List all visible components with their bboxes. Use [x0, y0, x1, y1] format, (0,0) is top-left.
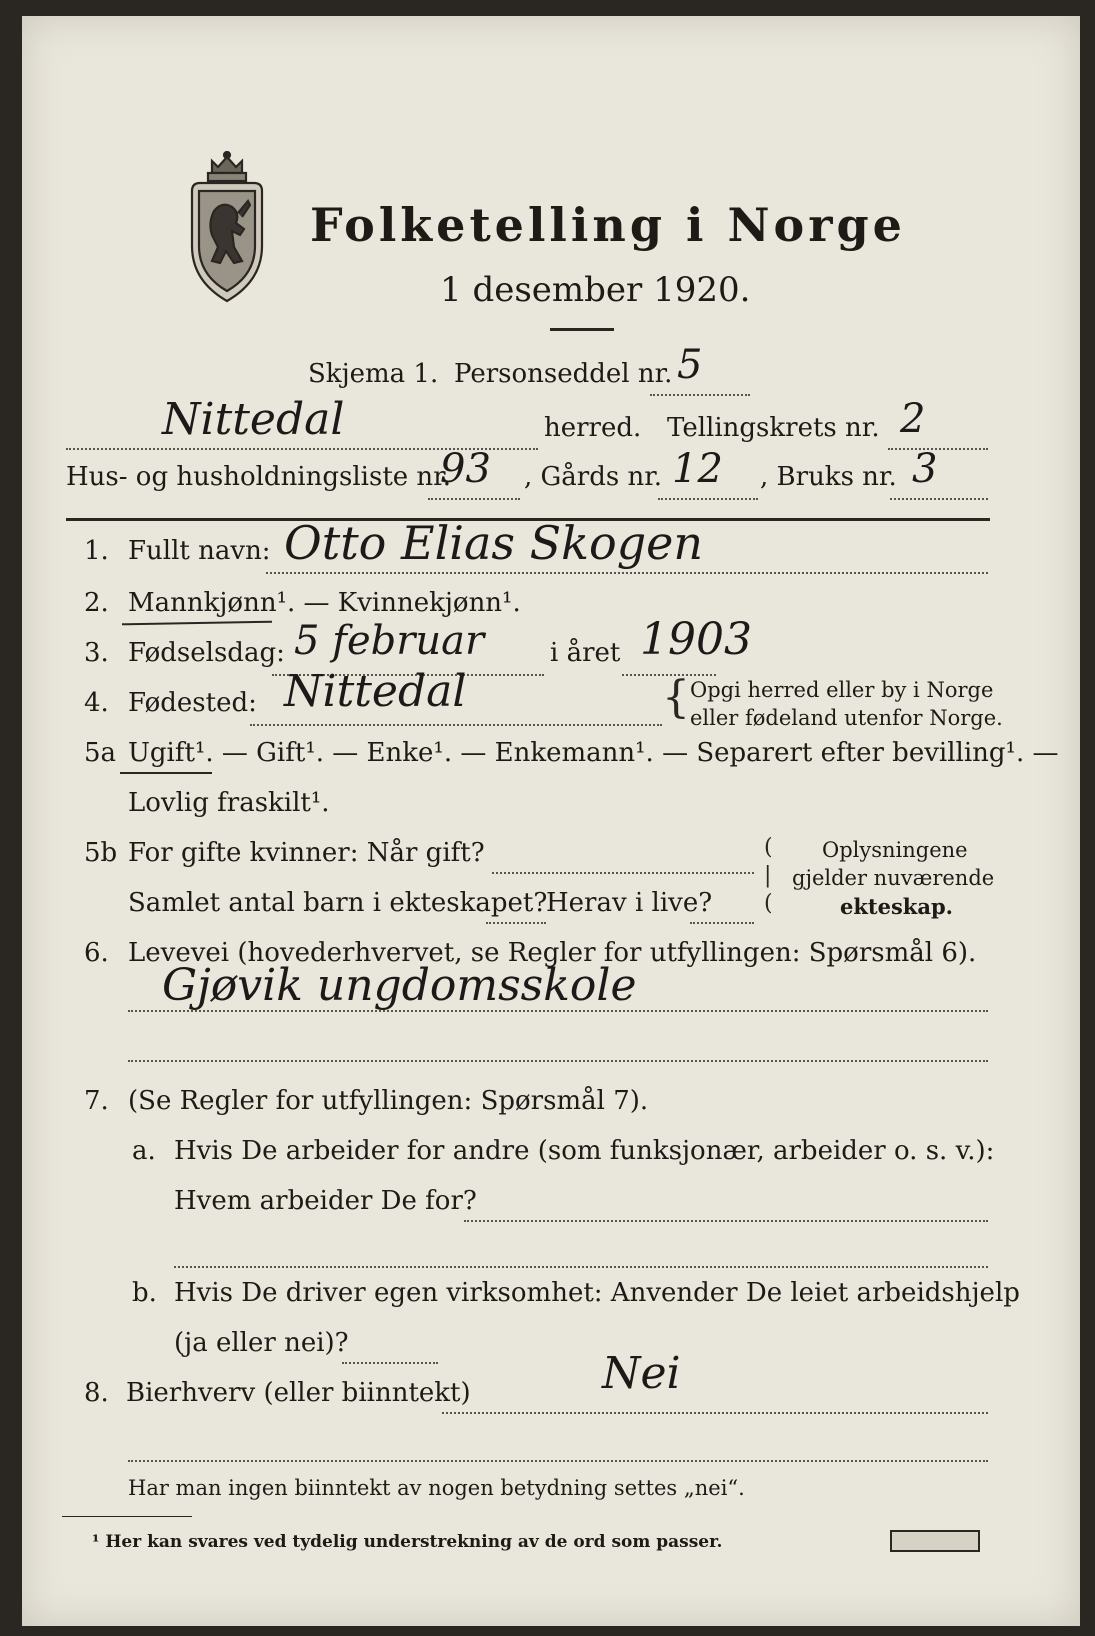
q3-year-label: i året: [550, 638, 621, 668]
gards-value: 12: [672, 446, 723, 492]
q8-number: 8.: [84, 1378, 109, 1408]
q5b-note-line3: ekteskap.: [840, 894, 953, 919]
census-date: 1 desember 1920.: [440, 270, 751, 310]
q1-full-name: Otto Elias Skogen: [284, 516, 704, 570]
q7a-employer-line2: [174, 1266, 988, 1268]
norway-coat-of-arms-icon: [182, 151, 272, 311]
q4-brace: {: [662, 672, 690, 723]
personseddel-label: Personseddel nr.: [454, 359, 673, 389]
q5b-line1: For gifte kvinner: Når gift?: [128, 838, 485, 868]
footnote-divider: [62, 1516, 192, 1517]
q5b-line2b: Herav i live?: [546, 888, 713, 918]
q4-label: Fødested:: [128, 688, 257, 718]
municipality-value: Nittedal: [162, 394, 345, 445]
bruks-label: , Bruks nr.: [760, 462, 897, 492]
personseddel-value: 5: [677, 342, 703, 388]
tellingskrets-label: Tellingskrets nr.: [667, 413, 880, 443]
q5b-note-line2: gjelder nuværende: [792, 866, 995, 890]
tellingskrets-value: 2: [900, 396, 926, 442]
q7a-letter: a.: [132, 1136, 156, 1166]
q5b-married-line: [492, 872, 754, 874]
q1-label: Fullt navn:: [128, 536, 271, 566]
q5b-line2a: Samlet antal barn i ekteskapet?: [128, 888, 548, 918]
q6-label: Levevei (hovederhvervet, se Regler for utfyllingen: Spørsmål 6).: [128, 938, 977, 968]
skjema-label: Skjema 1.: [308, 359, 439, 389]
herred-label: herred.: [544, 413, 642, 443]
q5b-number: 5b: [84, 838, 118, 868]
hus-line: [428, 498, 520, 500]
q5a-line1: Ugift¹. — Gift¹. — Enke¹. — Enkemann¹. — Separert efter bevilling¹. —: [128, 738, 1059, 768]
q7a-line2: Hvem arbeider De for?: [174, 1186, 477, 1216]
q7b-answer-line: [342, 1362, 438, 1364]
q5a-number: 5a: [84, 738, 117, 768]
gards-label: , Gårds nr.: [524, 462, 663, 492]
q5a-underline-ugift: [120, 772, 212, 774]
nei-instruction: Har man ingen biinntekt av nogen betydning settes „nei“.: [128, 1476, 745, 1500]
q6-occupation: Gjøvik ungdomsskole: [162, 960, 637, 1011]
q7b-line1: Hvis De driver egen virksomhet: Anvender De leiet arbeidshjelp: [174, 1278, 1020, 1308]
hus-label: Hus- og husholdningsliste nr.: [66, 462, 452, 492]
q4-number: 4.: [84, 688, 109, 718]
bruks-value: 3: [912, 446, 938, 492]
q8-line1: [442, 1412, 988, 1414]
form-title: Folketelling i Norge: [310, 198, 906, 252]
q5b-alive-line: [690, 922, 754, 924]
q4-line: [250, 724, 662, 726]
q7a-employer-line: [464, 1220, 988, 1222]
q7-number: 7.: [84, 1086, 109, 1116]
q7a-line1: Hvis De arbeider for andre (som funksjonær, arbeider o. s. v.):: [174, 1136, 995, 1166]
q7b-letter: b.: [132, 1278, 157, 1308]
q7-label: (Se Regler for utfyllingen: Spørsmål 7).: [128, 1086, 649, 1116]
q3-number: 3.: [84, 638, 109, 668]
q2-underline-mannkjonn: [122, 621, 272, 626]
q5b-note-line1: Oplysningene: [822, 838, 968, 862]
q5a-line2: Lovlig fraskilt¹.: [128, 788, 330, 818]
q6-number: 6.: [84, 938, 109, 968]
q4-note-line1: Opgi herred eller by i Norge: [690, 678, 994, 702]
bruks-line: [890, 498, 988, 500]
q8-line2: [128, 1460, 988, 1462]
hus-value: 93: [440, 446, 491, 492]
q2-number: 2.: [84, 588, 109, 618]
gards-line: [658, 498, 758, 500]
q7b-line2: (ja eller nei)?: [174, 1328, 349, 1358]
personseddel-line: [650, 394, 750, 396]
q5b-children-line: [486, 922, 546, 924]
q3-year: 1903: [640, 614, 752, 665]
footnote: ¹ Her kan svares ved tydelig understrekning av de ord som passer.: [92, 1532, 723, 1552]
q1-number: 1.: [84, 536, 109, 566]
q4-note-line2: eller fødeland utenfor Norge.: [690, 706, 1003, 730]
printer-stamp: [890, 1530, 980, 1552]
q3-label: Fødselsdag:: [128, 638, 285, 668]
q2-label: Mannkjønn¹. — Kvinnekjønn¹.: [128, 588, 521, 618]
q5b-bracket: ( | (: [764, 835, 773, 916]
q1-line: [266, 572, 988, 574]
q6-line2: [128, 1060, 988, 1062]
q8-side-income: Nei: [602, 1348, 681, 1399]
q4-birthplace: Nittedal: [284, 666, 467, 717]
tellingskrets-line: [888, 448, 988, 450]
q8-label: Bierhverv (eller biinntekt): [126, 1378, 471, 1408]
title-divider: [550, 328, 614, 331]
census-form: [22, 16, 1080, 1626]
q3-birthday: 5 februar: [294, 618, 485, 664]
